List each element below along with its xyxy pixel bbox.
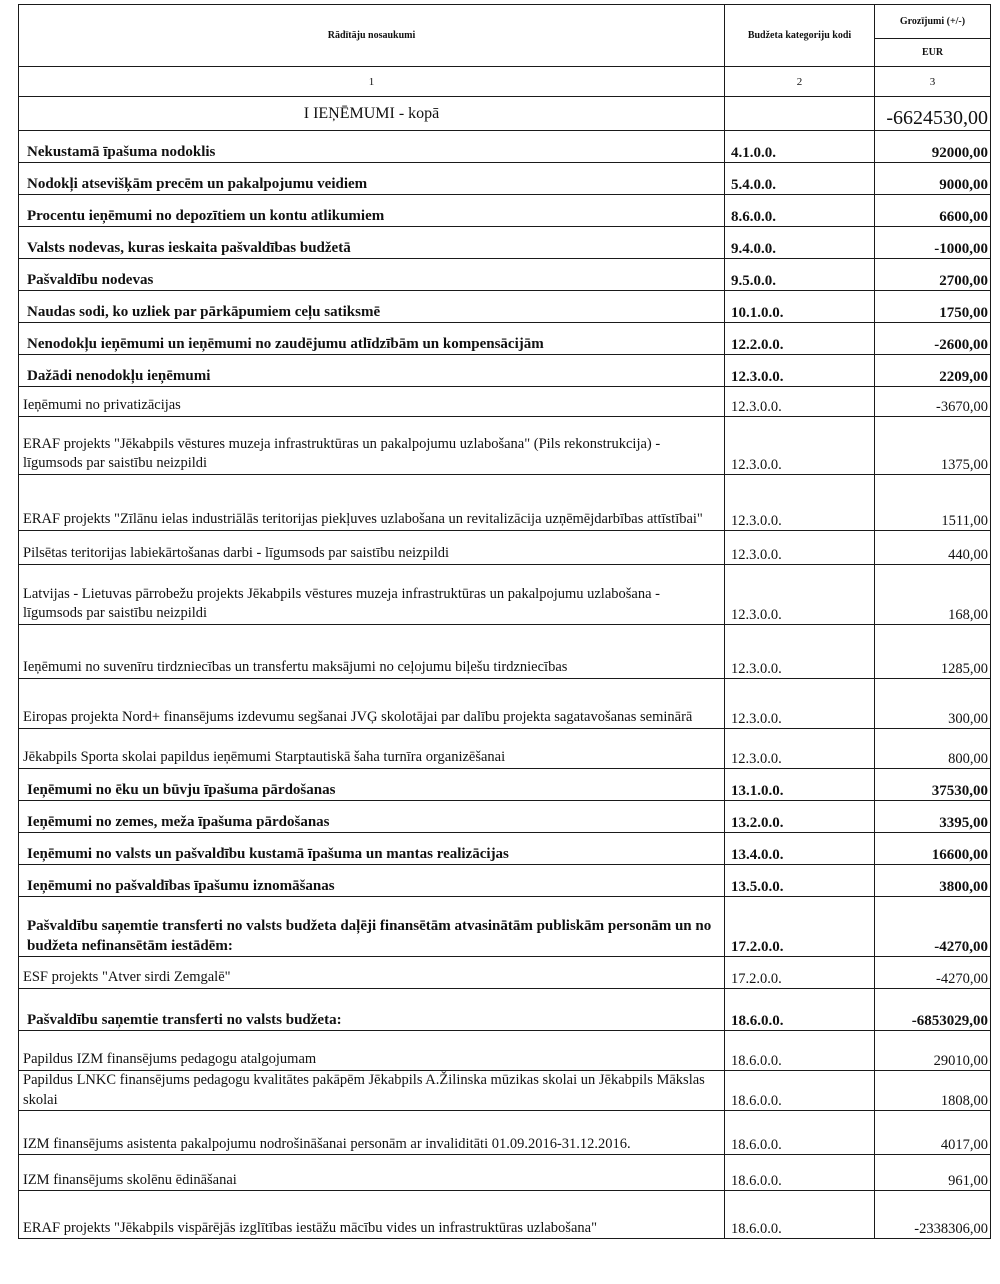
total-row xyxy=(19,97,991,131)
table-row xyxy=(19,801,991,833)
table-row xyxy=(19,227,991,259)
table-row xyxy=(19,259,991,291)
row-amount: -4270,00 xyxy=(875,957,991,989)
table-row xyxy=(19,291,991,323)
row-code: 13.1.0.0. xyxy=(725,769,875,801)
table-row xyxy=(19,769,991,801)
row-code: 12.3.0.0. xyxy=(725,625,875,679)
table-row xyxy=(19,989,991,1031)
row-code: 12.3.0.0. xyxy=(725,475,875,531)
total-code xyxy=(725,97,875,131)
table-row xyxy=(19,1071,991,1111)
row-name: Papildus LNKC finansējums pedagogu kvalitātes pakāpēm Jēkabpils A.Žilinska mūzikas skolai un Jēkabpils Mākslas skolai xyxy=(19,1071,725,1111)
row-name: ERAF projekts "Jēkabpils vispārējās izglītības iestāžu mācību vides un infrastruktūras uzlabošana" xyxy=(19,1191,725,1239)
row-name: Nekustamā īpašuma nodoklis xyxy=(19,131,725,163)
row-code: 13.4.0.0. xyxy=(725,833,875,865)
row-amount: -2338306,00 xyxy=(875,1191,991,1239)
table-row xyxy=(19,195,991,227)
row-amount: 6600,00 xyxy=(875,195,991,227)
header-names: Rādītāju nosaukumi xyxy=(19,5,725,67)
row-code: 18.6.0.0. xyxy=(725,1191,875,1239)
table-row xyxy=(19,833,991,865)
row-name: Ieņēmumi no valsts un pašvaldību kustamā īpašuma un mantas realizācijas xyxy=(19,833,725,865)
row-name: Valsts nodevas, kuras ieskaita pašvaldības budžetā xyxy=(19,227,725,259)
row-amount: 3395,00 xyxy=(875,801,991,833)
table-row xyxy=(19,865,991,897)
table-row xyxy=(19,625,991,679)
row-code: 10.1.0.0. xyxy=(725,291,875,323)
row-amount: -4270,00 xyxy=(875,897,991,957)
row-code: 18.6.0.0. xyxy=(725,1111,875,1155)
row-name: Pašvaldību saņemtie transferti no valsts budžeta daļēji finansētām atvasinātām publiskām personām un no budžeta nefinansētām iestādēm: xyxy=(19,897,725,957)
table-row xyxy=(19,323,991,355)
row-name: Dažādi nenodokļu ieņēmumi xyxy=(19,355,725,387)
row-amount: 37530,00 xyxy=(875,769,991,801)
header-unit: EUR xyxy=(875,39,991,67)
row-name: Ieņēmumi no suvenīru tirdzniecības un transfertu maksājumi no ceļojumu biļešu tirdzniecības xyxy=(19,625,725,679)
row-code: 13.2.0.0. xyxy=(725,801,875,833)
row-name: Papildus IZM finansējums pedagogu atalgojumam xyxy=(19,1031,725,1071)
row-name: Ieņēmumi no pašvaldības īpašumu iznomāšanas xyxy=(19,865,725,897)
table-row xyxy=(19,957,991,989)
row-code: 18.6.0.0. xyxy=(725,1155,875,1191)
row-name: Nodokļi atsevišķām precēm un pakalpojumu veidiem xyxy=(19,163,725,195)
row-amount: -3670,00 xyxy=(875,387,991,417)
row-amount: 2700,00 xyxy=(875,259,991,291)
row-code: 12.2.0.0. xyxy=(725,323,875,355)
column-number-2: 2 xyxy=(725,67,875,97)
table-row xyxy=(19,565,991,625)
row-code: 17.2.0.0. xyxy=(725,897,875,957)
table-row xyxy=(19,475,991,531)
row-code: 12.3.0.0. xyxy=(725,531,875,565)
total-amount: -6624530,00 xyxy=(875,97,991,131)
row-amount: 1511,00 xyxy=(875,475,991,531)
table-row xyxy=(19,131,991,163)
row-code: 5.4.0.0. xyxy=(725,163,875,195)
row-amount: 4017,00 xyxy=(875,1111,991,1155)
table-row xyxy=(19,1191,991,1239)
row-name: Jēkabpils Sporta skolai papildus ieņēmumi Starptautiskā šaha turnīra organizēšanai xyxy=(19,729,725,769)
row-code: 12.3.0.0. xyxy=(725,729,875,769)
row-name: Ieņēmumi no zemes, meža īpašuma pārdošanas xyxy=(19,801,725,833)
row-name: IZM finansējums skolēnu ēdināšanai xyxy=(19,1155,725,1191)
row-name: Naudas sodi, ko uzliek par pārkāpumiem ceļu satiksmē xyxy=(19,291,725,323)
row-name: Procentu ieņēmumi no depozītiem un kontu atlikumiem xyxy=(19,195,725,227)
row-code: 12.3.0.0. xyxy=(725,417,875,475)
header-changes: Grozījumi (+/-) xyxy=(875,5,991,39)
row-amount: 92000,00 xyxy=(875,131,991,163)
row-name: Nenodokļu ieņēmumi un ieņēmumi no zaudējumu atlīdzībām un kompensācijām xyxy=(19,323,725,355)
row-amount: -2600,00 xyxy=(875,323,991,355)
table-row xyxy=(19,1111,991,1155)
row-amount: 1285,00 xyxy=(875,625,991,679)
row-name: ESF projekts "Atver sirdi Zemgalē" xyxy=(19,957,725,989)
total-name: I IEŅĒMUMI - kopā xyxy=(19,97,725,131)
row-amount: 440,00 xyxy=(875,531,991,565)
row-code: 18.6.0.0. xyxy=(725,1071,875,1111)
row-amount: 3800,00 xyxy=(875,865,991,897)
row-amount: 1375,00 xyxy=(875,417,991,475)
table-row xyxy=(19,387,991,417)
row-name: Eiropas projekta Nord+ finansējums izdevumu segšanai JVĢ skolotājai par dalību projekta sagatavošanas seminārā xyxy=(19,679,725,729)
row-code: 12.3.0.0. xyxy=(725,355,875,387)
table-row xyxy=(19,1155,991,1191)
row-code: 4.1.0.0. xyxy=(725,131,875,163)
row-name: Ieņēmumi no ēku un būvju īpašuma pārdošanas xyxy=(19,769,725,801)
row-code: 9.5.0.0. xyxy=(725,259,875,291)
row-amount: 29010,00 xyxy=(875,1031,991,1071)
budget-document xyxy=(18,4,990,1239)
header-row xyxy=(19,5,991,39)
row-name: Pašvaldību saņemtie transferti no valsts budžeta: xyxy=(19,989,725,1031)
row-amount: 300,00 xyxy=(875,679,991,729)
row-code: 12.3.0.0. xyxy=(725,387,875,417)
row-amount: 961,00 xyxy=(875,1155,991,1191)
row-name: Ieņēmumi no privatizācijas xyxy=(19,387,725,417)
table-row xyxy=(19,417,991,475)
table-row xyxy=(19,355,991,387)
row-code: 8.6.0.0. xyxy=(725,195,875,227)
table-row xyxy=(19,897,991,957)
row-amount: -6853029,00 xyxy=(875,989,991,1031)
row-amount: -1000,00 xyxy=(875,227,991,259)
column-number-row xyxy=(19,67,991,97)
column-number-1: 1 xyxy=(19,67,725,97)
table-row xyxy=(19,531,991,565)
row-code: 12.3.0.0. xyxy=(725,679,875,729)
row-name: Pašvaldību nodevas xyxy=(19,259,725,291)
row-amount: 9000,00 xyxy=(875,163,991,195)
column-number-3: 3 xyxy=(875,67,991,97)
table-row xyxy=(19,163,991,195)
row-name: Latvijas - Lietuvas pārrobežu projekts Jēkabpils vēstures muzeja infrastruktūras un pakalpojumu uzlabošana - līgumsods par saistību neizpildi xyxy=(19,565,725,625)
table-row xyxy=(19,679,991,729)
row-amount: 1808,00 xyxy=(875,1071,991,1111)
row-amount: 800,00 xyxy=(875,729,991,769)
row-code: 17.2.0.0. xyxy=(725,957,875,989)
row-name: IZM finansējums asistenta pakalpojumu nodrošināšanai personām ar invaliditāti 01.09.2016-31.12.2016. xyxy=(19,1111,725,1155)
row-amount: 168,00 xyxy=(875,565,991,625)
row-amount: 2209,00 xyxy=(875,355,991,387)
header-codes: Budžeta kategoriju kodi xyxy=(725,5,875,67)
row-name: ERAF projekts "Zīlānu ielas industriālās teritorijas piekļuves uzlabošana un revitalizācija uzņēmējdarbības attīstībai" xyxy=(19,475,725,531)
row-name: Pilsētas teritorijas labiekārtošanas darbi - līgumsods par saistību neizpildi xyxy=(19,531,725,565)
budget-table xyxy=(18,4,991,1239)
table-row xyxy=(19,1031,991,1071)
row-name: ERAF projekts "Jēkabpils vēstures muzeja infrastruktūras un pakalpojumu uzlabošana" (Pils rekonstrukcija) - līgumsods par saistību neizpildi xyxy=(19,417,725,475)
row-code: 12.3.0.0. xyxy=(725,565,875,625)
table-row xyxy=(19,729,991,769)
row-code: 18.6.0.0. xyxy=(725,989,875,1031)
row-code: 13.5.0.0. xyxy=(725,865,875,897)
row-amount: 16600,00 xyxy=(875,833,991,865)
row-code: 18.6.0.0. xyxy=(725,1031,875,1071)
row-code: 9.4.0.0. xyxy=(725,227,875,259)
row-amount: 1750,00 xyxy=(875,291,991,323)
